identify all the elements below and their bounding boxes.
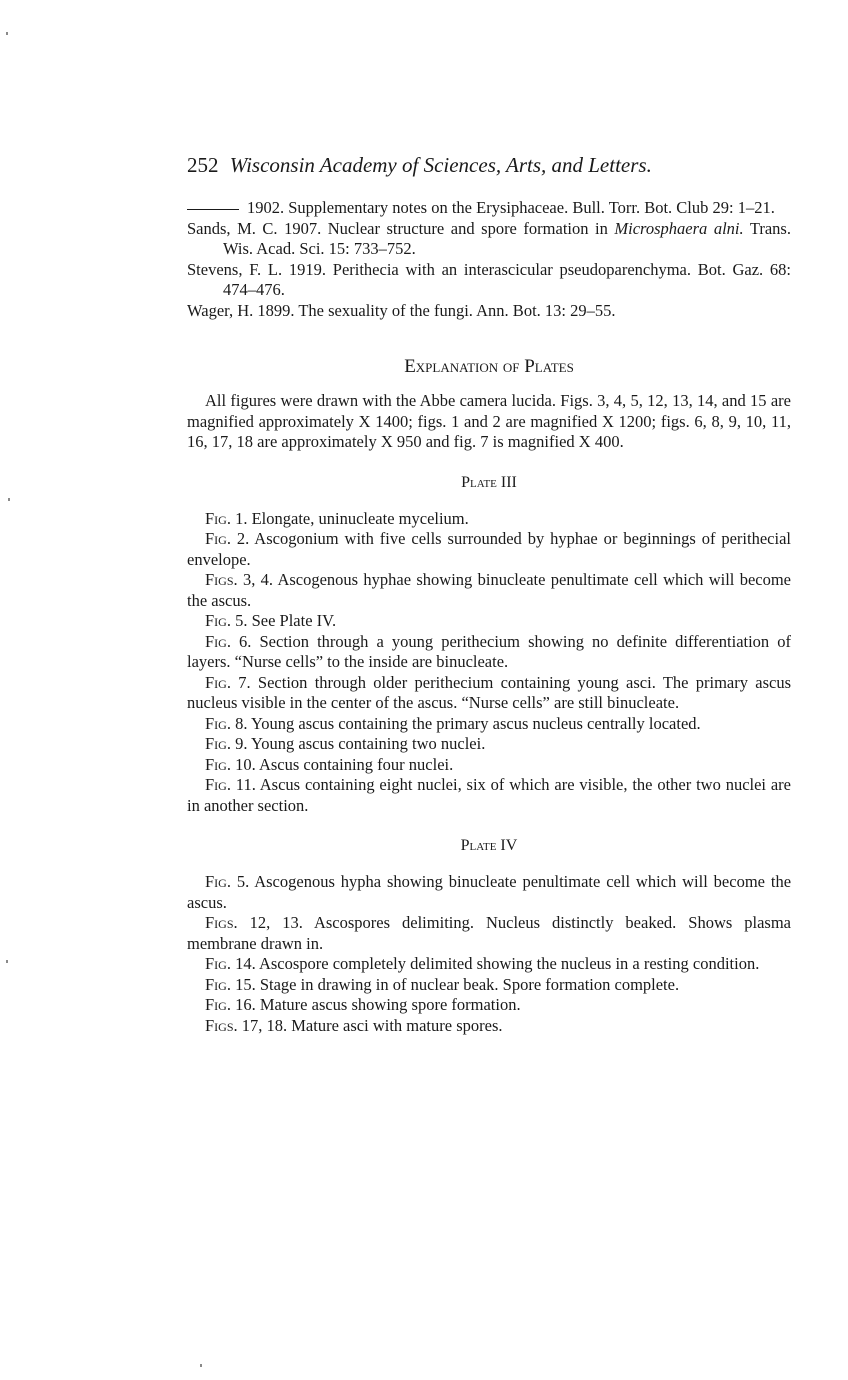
figure-caption: Fig. 8. Young ascus containing the primary ascus nucleus centrally located. [205, 713, 701, 733]
ditto-dash [187, 209, 239, 210]
figure-caption: Fig. 15. Stage in drawing in of nuclear beak. Spore formation complete. [205, 974, 680, 994]
plate-iv-figures [187, 872, 791, 1036]
scan-speck [8, 498, 10, 501]
reference-item: Stevens, F. L. 1919. Perithecia with an interascicular pseudoparenchyma. Bot. Gaz. 68: 474–476. [187, 259, 791, 299]
figure-caption: Fig. 10. Ascus containing four nuclei. [205, 754, 454, 774]
explanation-intro: All figures were drawn with the Abbe camera lucida. Figs. 3, 4, 5, 12, 13, 14, and 15 are magnified approximately X 1400; figs. 1 and 2 are magnified X 1200; figs. 6, 8, 9, 10, 11, 16, 17, 18 are approximately X 950 and fig. 7 is magnified X 400. [187, 391, 791, 451]
figure-caption: Fig. 2. Ascogonium with five cells surrounded by hyphae or beginnings of perithecial envelope. [187, 529, 791, 569]
page-number: 252 [187, 153, 219, 177]
figure-caption: Figs. 3, 4. Ascogenous hyphae showing binucleate penultimate cell which will become the ascus. [187, 570, 792, 610]
figure-caption: Fig. 9. Young ascus containing two nuclei. [205, 734, 486, 753]
reference-list [187, 198, 791, 321]
figure-caption: Fig. 6. Section through a young perithecium showing no definite differentiation of layers. “Nurse cells” to the inside are binucleate. [187, 631, 791, 671]
scan-speck [6, 960, 8, 963]
plate-heading: Plate IV [460, 837, 518, 854]
scan-speck [200, 1364, 202, 1367]
figure-caption: Fig. 11. Ascus containing eight nuclei, six of which are visible, the other two nuclei are in another section. [187, 775, 791, 815]
page [187, 150, 791, 1036]
figure-caption: Figs. 12, 13. Ascospores delimiting. Nucleus distinctly beaked. Shows plasma membrane drawn in. [187, 913, 792, 953]
figure-caption: Fig. 7. Section through older perithecium containing young asci. The primary ascus nucleus visible in the center of the ascus. “Nurse cells” are still binucleate. [187, 672, 792, 712]
section-heading: Explanation of Plates [404, 356, 574, 377]
plate-iii-figures [187, 509, 791, 817]
figure-caption: Fig. 16. Mature ascus showing spore formation. [205, 995, 521, 1014]
plate-heading: Plate III [461, 473, 517, 491]
reference-item: 1902. Supplementary notes on the Erysiphaceae. Bull. Torr. Bot. Club 29: 1–21. [187, 198, 791, 219]
running-header [187, 150, 791, 180]
figure-caption: Fig. 1. Elongate, uninucleate mycelium. [205, 508, 469, 528]
reference-item: Wager, H. 1899. The sexuality of the fungi. Ann. Bot. 13: 29–55. [187, 300, 616, 320]
journal-title: Wisconsin Academy of Sciences, Arts, and Letters. [229, 153, 652, 177]
figure-caption: Fig. 14. Ascospore completely delimited showing the nucleus in a resting condition. [205, 954, 760, 973]
figure-caption: Fig. 5. See Plate IV. [205, 611, 337, 630]
figure-caption: Fig. 5. Ascogenous hypha showing binucleate penultimate cell which will become the ascus. [187, 872, 792, 912]
scan-speck [6, 32, 8, 35]
figure-caption: Figs. 17, 18. Mature asci with mature spores. [205, 1015, 503, 1035]
reference-item: Sands, M. C. 1907. Nuclear structure and spore formation in Microsphaera alni. Trans. Wis. Acad. Sci. 15: 733–752. [187, 218, 791, 258]
